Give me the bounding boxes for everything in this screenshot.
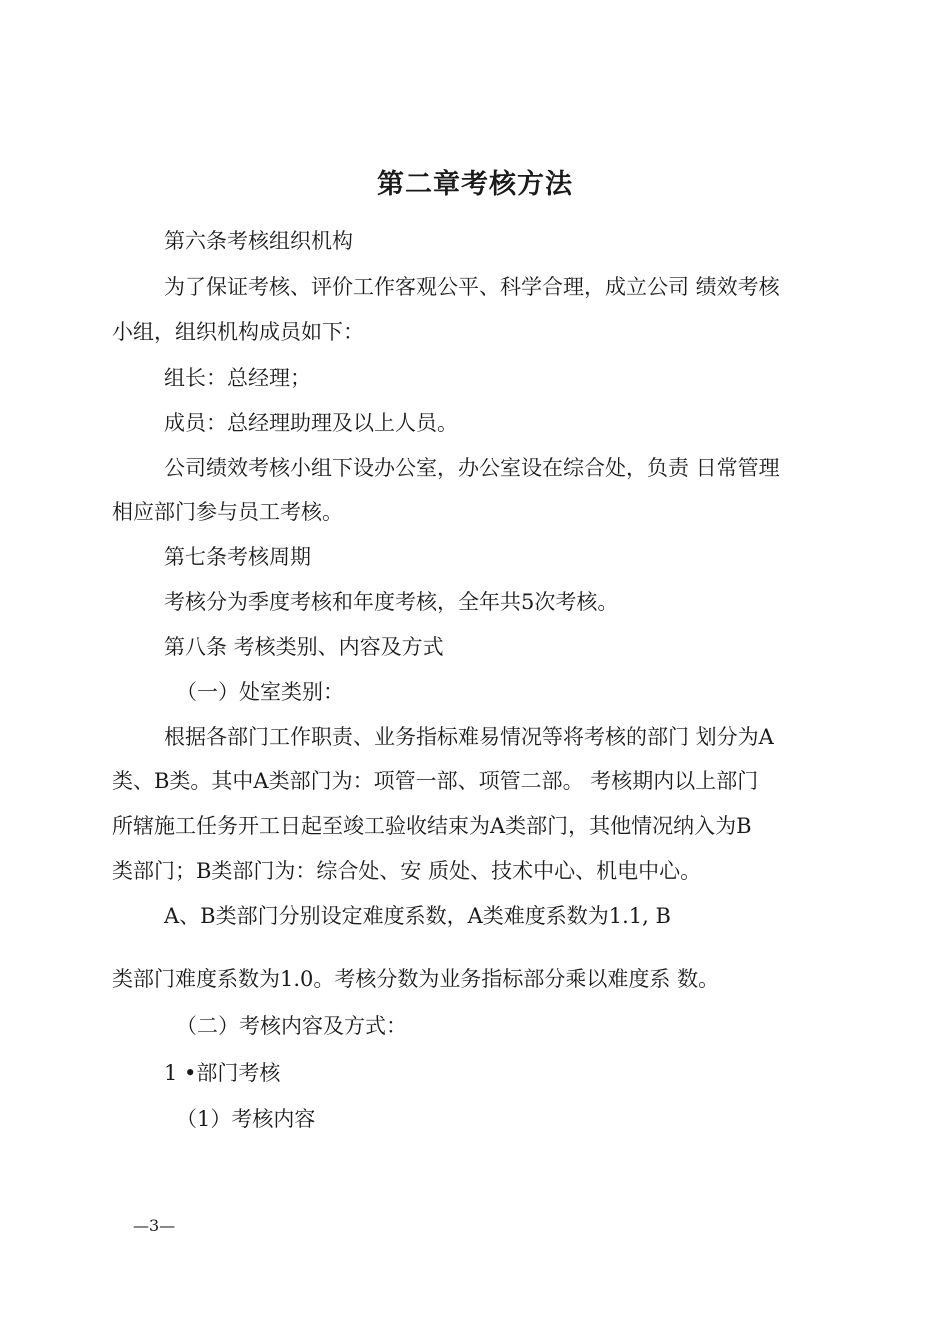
paragraph-line: 成员：总经理助理及以上人员。 xyxy=(164,411,458,435)
paragraph-line: 考核分为季度考核和年度考核，全年共5次考核。 xyxy=(164,590,619,614)
paragraph-line: 为了保证考核、评价工作客观公平、科学合理，成立公司 绩效考核 xyxy=(164,275,780,299)
page-number: —3— xyxy=(133,1216,176,1235)
paragraph-line: A、B类部门分别设定难度系数，A类难度系数为1.1, B xyxy=(164,904,671,928)
chapter-title: 第二章考核方法 xyxy=(377,169,573,200)
article-6-heading: 第六条考核组织机构 xyxy=(164,229,353,253)
paragraph-line: 类部门难度系数为1.0。考核分数为业务指标部分乘以难度系 数。 xyxy=(112,967,720,991)
paragraph-line: 所辖施工任务开工日起至竣工验收结束为A类部门，其他情况纳入为B xyxy=(112,814,752,838)
subsection-heading: （二）考核内容及方式： xyxy=(176,1014,407,1038)
paragraph-line: 公司绩效考核小组下设办公室，办公室设在综合处，负责 日常管理 xyxy=(164,456,780,480)
paragraph-line: 组长：总经理； xyxy=(164,366,311,390)
paragraph-line: 相应部门参与员工考核。 xyxy=(112,500,343,524)
item-heading: 1 •部门考核 xyxy=(164,1061,281,1085)
paragraph-line: 根据各部门工作职责、业务指标难易情况等将考核的部门 划分为A xyxy=(164,725,774,749)
subsection-heading: （一）处室类别： xyxy=(176,680,344,704)
paragraph-line: 小组，组织机构成员如下： xyxy=(112,320,364,344)
paragraph-line: 类部门；B类部门为：综合处、安 质处、技术中心、机电中心。 xyxy=(112,859,702,883)
paragraph-line: 类、B类。其中A类部门为：项管一部、项管二部。 考核期内以上部门 xyxy=(112,769,759,793)
item-subheading: （1）考核内容 xyxy=(176,1107,316,1131)
article-8-heading: 第八条 考核类别、内容及方式 xyxy=(164,635,444,659)
article-7-heading: 第七条考核周期 xyxy=(164,545,311,569)
